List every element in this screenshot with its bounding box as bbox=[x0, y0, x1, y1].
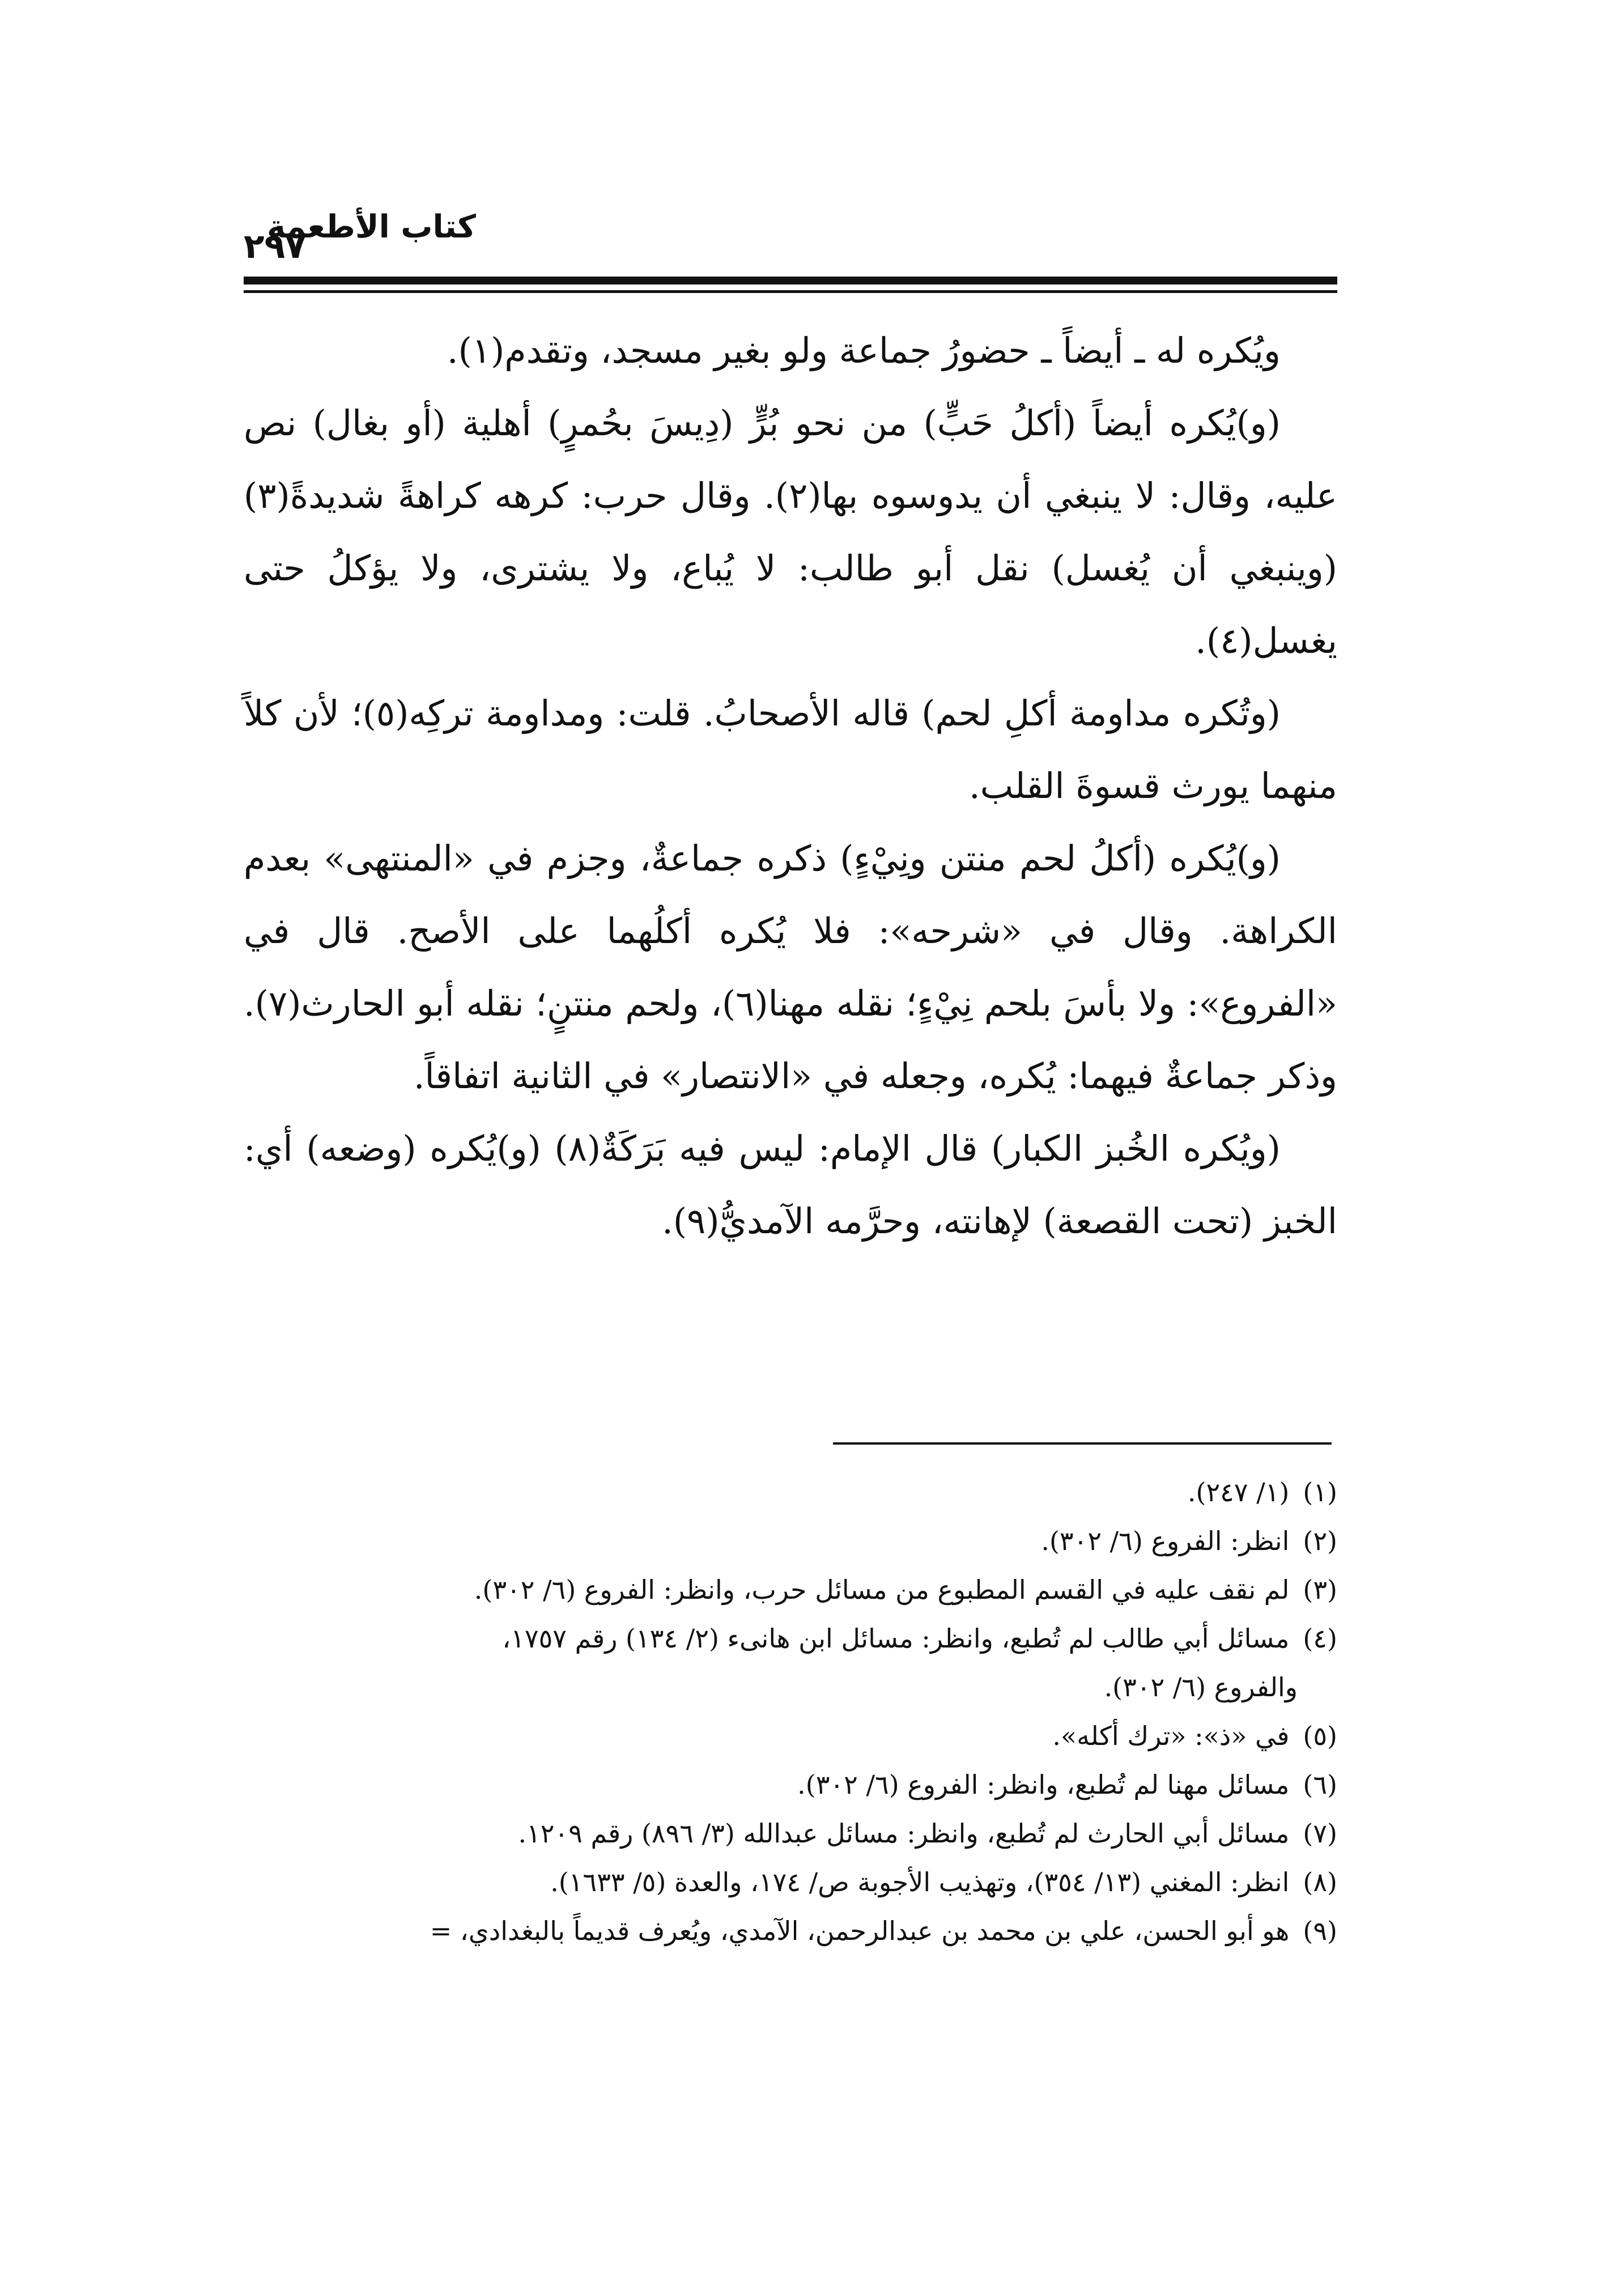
footnote bbox=[227, 1468, 1337, 1517]
footnote-number: (٢) bbox=[1303, 1526, 1337, 1556]
footnote bbox=[227, 1858, 1337, 1906]
footnote-text: هو أبو الحسن، علي بن محمد بن عبدالرحمن، الآمدي، ويُعرف قديماً بالبغدادي، = bbox=[430, 1916, 1290, 1946]
footnote-text: انظر: المغني (١٣/ ٣٥٤)، وتهذيب الأجوبة ص/ ١٧٤، والعدة (٥/ ١٦٣٣). bbox=[550, 1867, 1290, 1897]
header-rule-thin bbox=[244, 290, 1337, 293]
footnote-text: لم نقف عليه في القسم المطبوع من مسائل حرب، وانظر: الفروع (٦/ ٣٠٢). bbox=[474, 1574, 1290, 1605]
footnote-number: (١) bbox=[1303, 1477, 1337, 1508]
footnote-number: (٦) bbox=[1303, 1769, 1337, 1800]
footnote-number: (٤) bbox=[1303, 1623, 1337, 1654]
paragraph: ويُكره له ـ أيضاً ـ حضورُ جماعة ولو بغير مسجد، وتقدم(١). bbox=[447, 330, 1281, 371]
header-rule-thick bbox=[244, 277, 1337, 284]
chapter-title: كتاب الأطعمة bbox=[267, 209, 476, 245]
footnote-text: في «ذ»: «ترك أكله». bbox=[1052, 1721, 1290, 1751]
paragraph: (وتُكره مداومة أكلِ لحم) قاله الأصحابُ. قلت: ومداومة تركِه(٥)؛ لأن كلاً منهما يورث قسوةَ القلب. bbox=[244, 693, 1337, 806]
footnote-number: (٨) bbox=[1303, 1867, 1337, 1897]
footnote-text: (١/ ٢٤٧). bbox=[1187, 1477, 1290, 1508]
footnote bbox=[227, 1565, 1337, 1614]
footnote bbox=[227, 1809, 1337, 1858]
footnote-text: مسائل أبي طالب لم تُطبع، وانظر: مسائل ابن هانىء (٢/ ١٣٤) رقم ١٧٥٧، bbox=[502, 1623, 1290, 1654]
footnote-separator bbox=[833, 1442, 1332, 1445]
footnote-number: (٩) bbox=[1303, 1916, 1337, 1946]
footnote bbox=[227, 1517, 1337, 1565]
footnote bbox=[227, 1906, 1337, 1955]
paragraph: (و)يُكره (أكلُ لحم منتن ونِيْءٍ) ذكره جماعةٌ، وجزم في «المنتهى» بعدم الكراهة. وقال في «شرحه»: فلا يُكره أكلُهما على الأصح. قال في «الفروع»: ولا بأسَ بلحم نِيْءٍ؛ نقله مهنا(٦)، ولحم منتنٍ؛ نقله أبو الحارث(٧). وذكر جماعةٌ فيهما: يُكره، وجعله في «الانتصار» في الثانية اتفاقاً. bbox=[244, 838, 1337, 1097]
footnote-text: انظر: الفروع (٦/ ٣٠٢). bbox=[1041, 1526, 1290, 1556]
footnote-number: (٣) bbox=[1303, 1574, 1337, 1605]
footnote-number: (٥) bbox=[1303, 1721, 1337, 1751]
footnote-number: (٧) bbox=[1303, 1818, 1337, 1849]
footnote-text: مسائل مهنا لم تُطبع، وانظر: الفروع (٦/ ٣٠٢). bbox=[797, 1769, 1290, 1800]
main-text bbox=[244, 315, 1337, 1258]
footnotes bbox=[227, 1468, 1337, 1955]
paragraph: (ويُكره الخُبز الكبار) قال الإمام: ليس فيه بَرَكَةٌ(٨) (و)يُكره (وضعه) أي: الخبز (تحت القصعة) لإهانته، وحرَّمه الآمديُّ(٩). bbox=[244, 1128, 1337, 1242]
footnote-text: مسائل أبي الحارث لم تُطبع، وانظر: مسائل عبدالله (٣/ ٨٩٦) رقم ١٢٠٩. bbox=[518, 1818, 1290, 1849]
footnote-continuation: والفروع (٦/ ٣٠٢). bbox=[1104, 1672, 1298, 1702]
footnote bbox=[227, 1614, 1337, 1663]
footnote bbox=[227, 1712, 1337, 1760]
paragraph: (و)يُكره أيضاً (أكلُ حَبٍّ) من نحو بُرٍّ (دِيسَ بحُمرٍ) أهلية (أو بغال) نص عليه، وقال: لا ينبغي أن يدوسوه بها(٢). وقال حرب: كرهه كراهةً شديدةً(٣) (وينبغي أن يُغسل) نقل أبو طالب: لا يُباع، ولا يشترى، ولا يؤكلُ حتى يغسل(٤). bbox=[244, 402, 1337, 661]
page-header bbox=[244, 198, 1337, 272]
footnote bbox=[227, 1760, 1337, 1809]
page-number: ٢٩٧ bbox=[244, 227, 306, 266]
